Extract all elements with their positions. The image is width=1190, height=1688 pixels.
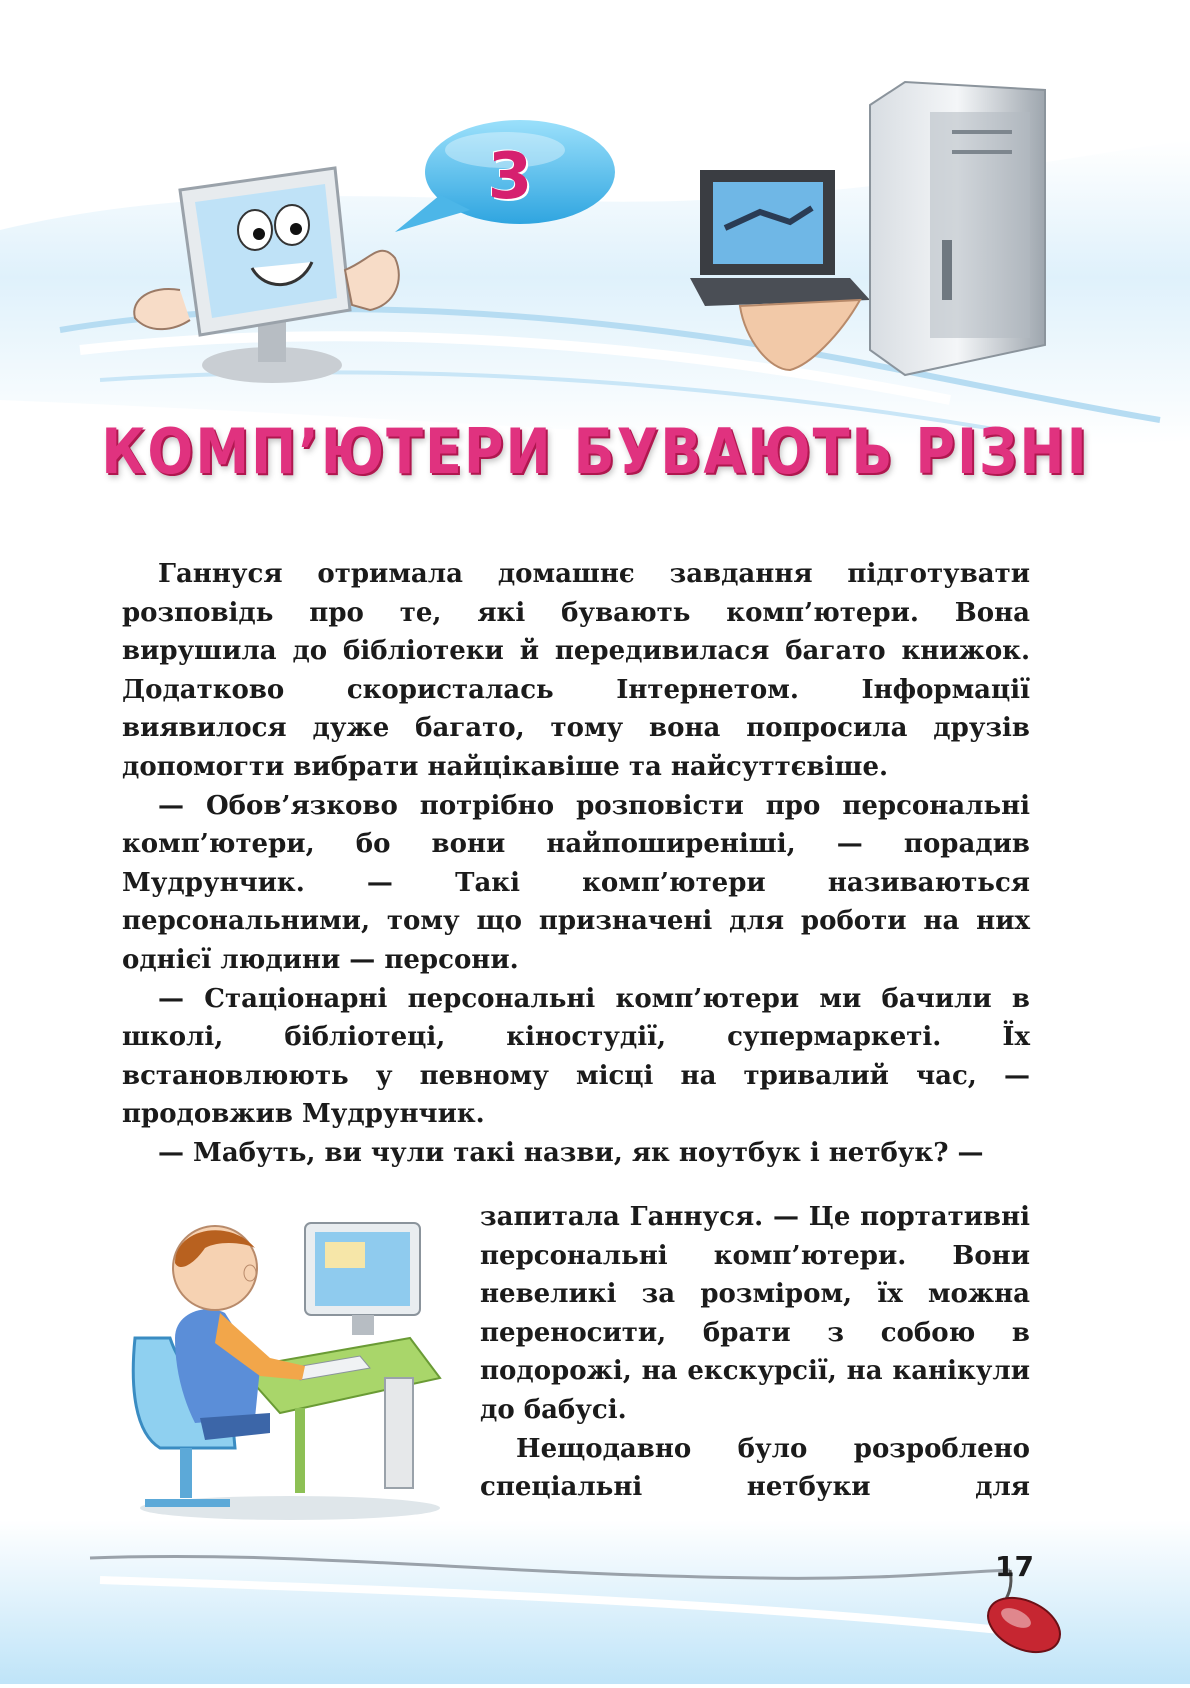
footer-background bbox=[0, 1520, 1190, 1684]
term-portable-computers: портативні персональні комп’ютери bbox=[480, 1202, 1030, 1271]
paragraph-intro: Ганнуся отримала домашнє завдання підготувати розповідь про те, які бувають комп’ютери. Вона вирушила до бібліотеки й передивилася багато книжок. Додатково скористалась Інтернетом. Інформації виявилося дуже багато, тому вона попросила друзів допомогти вибрати найцікавіше та найсуттєвіше. bbox=[122, 559, 1030, 782]
paragraph-netbooks: Нещодавно було розроблено спеціальні нетбуки для bbox=[480, 1433, 1030, 1503]
term-netbook: нетбук bbox=[828, 1137, 934, 1168]
paragraph-personal bbox=[122, 787, 1030, 980]
term-notebook: ноутбук bbox=[678, 1137, 801, 1168]
text-span: ? — bbox=[933, 1137, 984, 1168]
text-span: — Обов’язково потрібно розповісти про bbox=[158, 790, 843, 821]
text-span: запитала Ганнуся. — Це bbox=[480, 1202, 861, 1232]
text-span: ми бачили в школі, бібліотеці, кіностудії, супермаркеті. Їх встановлюють у певному місці на тривалий час, — продовжив Мудрунчик. bbox=[122, 983, 1030, 1130]
paragraph-question bbox=[122, 1134, 1030, 1173]
term-personal-computers: персональні комп’ютери bbox=[122, 790, 1030, 860]
term-stationary-computers: Стаціонарні персональні комп’ютери bbox=[204, 983, 800, 1014]
system-unit-icon bbox=[870, 82, 1045, 375]
text-span: — Мабуть, ви чули такі назви, як bbox=[158, 1137, 679, 1168]
page-footer bbox=[0, 1520, 1190, 1684]
text-span: — bbox=[158, 983, 205, 1014]
paragraph-portable bbox=[480, 1198, 1030, 1430]
text-span: і bbox=[800, 1137, 829, 1168]
page-number: 17 bbox=[995, 1550, 1034, 1583]
chapter-header bbox=[0, 0, 1190, 520]
main-text bbox=[122, 555, 1030, 1173]
boy-at-computer-icon bbox=[120, 1218, 450, 1527]
text-span: . Вони невеликі за розміром, їх можна переносити, брати з собою в подорожі, на екскурсії, на канікули до бабусі. bbox=[480, 1240, 1030, 1425]
chapter-number: 3 bbox=[487, 140, 533, 214]
text-span: , бо вони найпоширеніші, — порадив Мудрунчик. — Такі комп’ютери називаються персональними, тому що призначені для роботи на них однієї людини — персони. bbox=[122, 829, 1030, 975]
page-title: КОМП’ЮТЕРИ БУВАЮТЬ РІЗНІ bbox=[101, 415, 1089, 488]
paragraph-stationary bbox=[122, 980, 1030, 1134]
